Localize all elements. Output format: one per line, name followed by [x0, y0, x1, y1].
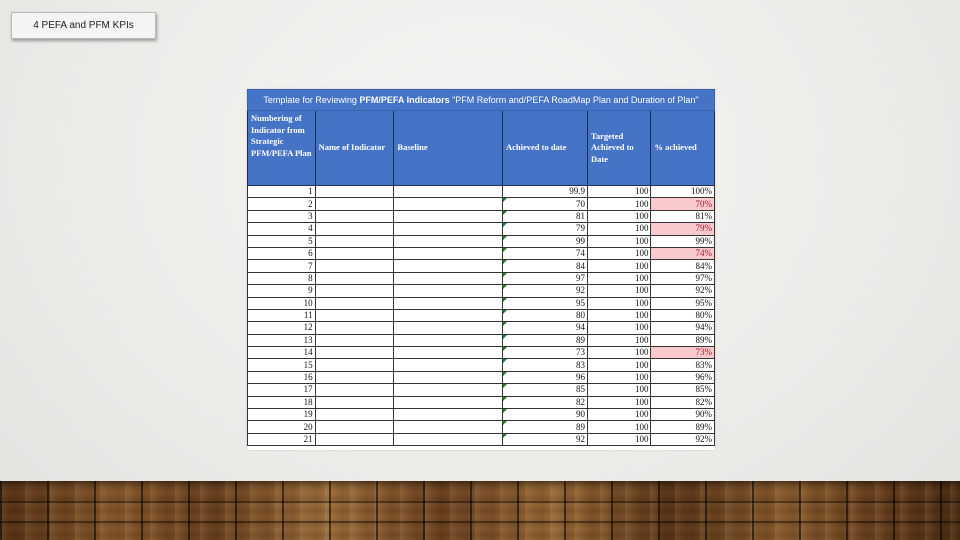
cell-baseline [394, 235, 503, 247]
cell-targeted-value: 100 [634, 434, 649, 444]
banner-suffix: "PFM Reform and/PEFA RoadMap Plan and Duration of Plan" [449, 95, 699, 105]
cell-percent-achieved [651, 433, 715, 445]
cell-percent-achieved-value: 89% [695, 421, 712, 432]
cell-percent-achieved-value: 92% [695, 285, 712, 296]
cell-indicator-name [315, 210, 394, 222]
cell-targeted [587, 421, 650, 433]
cell-baseline [394, 322, 503, 334]
cell-targeted-value: 100 [634, 198, 649, 209]
cell-achieved-to-date [502, 359, 587, 371]
table-row [248, 285, 715, 297]
cell-percent-achieved-value: 97% [695, 272, 712, 283]
cell-indicator-name [315, 433, 394, 445]
cell-indicator-number [248, 322, 316, 334]
cell-baseline [394, 309, 503, 321]
cell-targeted-value: 100 [634, 297, 649, 308]
cell-percent-achieved [651, 247, 715, 259]
cell-percent-achieved-value: 84% [695, 260, 712, 271]
header-achieved-to-date: Achieved to date [502, 111, 587, 186]
cell-indicator-number-value: 2 [308, 198, 313, 209]
table-row [248, 334, 715, 346]
cell-indicator-number-value: 9 [308, 285, 313, 296]
cell-achieved-to-date-value: 97 [575, 272, 585, 283]
number-as-text-flag-icon [503, 434, 507, 438]
cell-achieved-to-date [502, 421, 587, 433]
cell-percent-achieved [651, 272, 715, 284]
cell-achieved-to-date-value: 70 [575, 198, 585, 209]
table-body [248, 186, 715, 446]
cell-indicator-name [315, 186, 394, 198]
cell-achieved-to-date [502, 347, 587, 359]
cell-achieved-to-date-value: 82 [575, 396, 585, 407]
header-percent-achieved: % achieved [651, 111, 715, 186]
cell-indicator-number [248, 384, 316, 396]
cell-indicator-number-value: 7 [308, 260, 313, 271]
cell-percent-achieved-value: 80% [695, 310, 712, 321]
cell-indicator-number [248, 309, 316, 321]
table-row [248, 371, 715, 383]
cell-percent-achieved [651, 334, 715, 346]
cell-indicator-name [315, 371, 394, 383]
cell-percent-achieved [651, 347, 715, 359]
cell-targeted [587, 247, 650, 259]
cell-indicator-name [315, 384, 394, 396]
cell-baseline [394, 347, 503, 359]
cell-indicator-name [315, 223, 394, 235]
header-baseline: Baseline [394, 111, 503, 186]
cell-percent-achieved [651, 223, 715, 235]
cell-indicator-number-value: 8 [308, 272, 313, 283]
cell-percent-achieved-value: 85% [695, 384, 712, 395]
banner-prefix: Template for Reviewing [263, 95, 360, 105]
number-as-text-flag-icon [503, 335, 507, 339]
cell-achieved-to-date [502, 186, 587, 198]
cell-achieved-to-date [502, 223, 587, 235]
number-as-text-flag-icon [503, 236, 507, 240]
cell-percent-achieved [651, 409, 715, 421]
cell-indicator-number-value: 11 [303, 310, 313, 321]
cell-percent-achieved-value: 73% [695, 347, 712, 358]
cell-indicator-number [248, 223, 316, 235]
cell-targeted [587, 285, 650, 297]
cell-targeted-value: 100 [634, 334, 649, 345]
number-as-text-flag-icon [503, 248, 507, 252]
cell-percent-achieved-value: 74% [695, 248, 712, 259]
table-row [248, 272, 715, 284]
cell-targeted [587, 334, 650, 346]
cell-achieved-to-date [502, 309, 587, 321]
cell-percent-achieved [651, 421, 715, 433]
cell-achieved-to-date [502, 247, 587, 259]
table-row [248, 409, 715, 421]
cell-achieved-to-date [502, 210, 587, 222]
cell-targeted-value: 100 [634, 372, 649, 383]
cell-percent-achieved-value: 94% [695, 322, 712, 333]
cell-achieved-to-date [502, 260, 587, 272]
table-row [248, 235, 715, 247]
cell-baseline [394, 371, 503, 383]
cell-indicator-number-value: 17 [303, 384, 313, 395]
cell-indicator-name [315, 285, 394, 297]
cell-indicator-number [248, 272, 316, 284]
cell-indicator-number [248, 186, 316, 198]
table-row [248, 359, 715, 371]
cell-percent-achieved-value: 89% [695, 334, 712, 345]
cell-targeted-value: 100 [634, 384, 649, 395]
cell-achieved-to-date [502, 384, 587, 396]
cell-indicator-name [315, 309, 394, 321]
cell-indicator-number-value: 6 [308, 248, 313, 259]
cell-percent-achieved [651, 359, 715, 371]
cell-indicator-name [315, 322, 394, 334]
cell-achieved-to-date-value: 85 [575, 384, 585, 395]
cell-percent-achieved-value: 83% [695, 359, 712, 370]
cell-percent-achieved-value: 99% [695, 235, 712, 246]
cell-indicator-number-value: 14 [303, 347, 313, 358]
cell-indicator-number [248, 260, 316, 272]
number-as-text-flag-icon [503, 347, 507, 351]
cell-indicator-number [248, 198, 316, 210]
cell-targeted [587, 297, 650, 309]
cell-targeted [587, 186, 650, 198]
cell-targeted [587, 409, 650, 421]
header-numbering: Numbering of Indicator from Strategic PFM/PEFA Plan [248, 111, 316, 186]
table-row [248, 247, 715, 259]
number-as-text-flag-icon [503, 359, 507, 363]
cell-achieved-to-date-value: 92 [575, 285, 585, 296]
cell-indicator-number-value: 18 [303, 396, 313, 407]
table-row [248, 347, 715, 359]
cell-targeted [587, 260, 650, 272]
header-name-of-indicator: Name of Indicator [315, 111, 394, 186]
cell-targeted [587, 359, 650, 371]
number-as-text-flag-icon [503, 310, 507, 314]
cell-percent-achieved-value: 92% [695, 434, 712, 444]
cell-baseline [394, 210, 503, 222]
number-as-text-flag-icon [503, 211, 507, 215]
cell-baseline [394, 409, 503, 421]
cell-indicator-name [315, 347, 394, 359]
cell-percent-achieved-value: 90% [695, 409, 712, 420]
cell-achieved-to-date-value: 94 [575, 322, 585, 333]
table-row [248, 384, 715, 396]
cell-indicator-name [315, 421, 394, 433]
cell-indicator-number [248, 359, 316, 371]
cell-achieved-to-date-value: 79 [575, 223, 585, 234]
cell-targeted [587, 235, 650, 247]
plank-seam [0, 501, 960, 503]
cell-achieved-to-date-value: 83 [575, 359, 585, 370]
kpi-table [247, 89, 715, 446]
cell-baseline [394, 433, 503, 445]
cell-percent-achieved [651, 198, 715, 210]
cell-indicator-number-value: 13 [303, 334, 313, 345]
cell-targeted-value: 100 [634, 223, 649, 234]
table-row [248, 297, 715, 309]
number-as-text-flag-icon [503, 260, 507, 264]
cell-achieved-to-date-value: 90 [575, 409, 585, 420]
cell-achieved-to-date-value: 89 [575, 421, 585, 432]
cell-indicator-number-value: 1 [308, 186, 313, 197]
cell-baseline [394, 359, 503, 371]
cell-targeted-value: 100 [634, 248, 649, 259]
number-as-text-flag-icon [503, 273, 507, 277]
cell-achieved-to-date [502, 396, 587, 408]
plank-seam [0, 521, 960, 523]
cell-indicator-name [315, 247, 394, 259]
cell-percent-achieved [651, 210, 715, 222]
cell-indicator-name [315, 396, 394, 408]
cell-indicator-number-value: 3 [308, 210, 313, 221]
cell-indicator-number [248, 433, 316, 445]
number-as-text-flag-icon [503, 198, 507, 202]
cell-indicator-number-value: 4 [308, 223, 313, 234]
number-as-text-flag-icon [503, 409, 507, 413]
table-row [248, 186, 715, 198]
cell-achieved-to-date [502, 285, 587, 297]
cell-indicator-name [315, 272, 394, 284]
cell-targeted [587, 198, 650, 210]
cell-achieved-to-date [502, 322, 587, 334]
cell-baseline [394, 272, 503, 284]
cell-baseline [394, 223, 503, 235]
table-row [248, 210, 715, 222]
cell-achieved-to-date-value: 89 [575, 334, 585, 345]
cell-indicator-number-value: 12 [303, 322, 313, 333]
cell-percent-achieved [651, 384, 715, 396]
wooden-floor [0, 481, 960, 540]
number-as-text-flag-icon [503, 322, 507, 326]
cell-percent-achieved [651, 371, 715, 383]
cell-percent-achieved-value: 100% [691, 186, 712, 197]
cell-baseline [394, 297, 503, 309]
cell-indicator-number [248, 247, 316, 259]
cell-percent-achieved [651, 322, 715, 334]
cell-baseline [394, 260, 503, 272]
cell-targeted [587, 210, 650, 222]
cell-indicator-number-value: 19 [303, 409, 313, 420]
cell-indicator-name [315, 334, 394, 346]
cell-baseline [394, 186, 503, 198]
cell-percent-achieved [651, 186, 715, 198]
cell-achieved-to-date [502, 409, 587, 421]
cell-targeted-value: 100 [634, 409, 649, 420]
banner-bold: PFM/PEFA Indicators [359, 95, 450, 105]
cell-achieved-to-date [502, 433, 587, 445]
cell-baseline [394, 396, 503, 408]
cell-indicator-number [248, 409, 316, 421]
cell-achieved-to-date-value: 99.9 [569, 186, 585, 197]
cell-achieved-to-date-value: 99 [575, 235, 585, 246]
cell-targeted-value: 100 [634, 260, 649, 271]
table-banner [248, 90, 715, 111]
cell-baseline [394, 198, 503, 210]
cell-achieved-to-date [502, 198, 587, 210]
cell-indicator-number-value: 15 [303, 359, 313, 370]
cell-targeted [587, 223, 650, 235]
cell-targeted [587, 433, 650, 445]
table-row [248, 223, 715, 235]
cell-percent-achieved [651, 260, 715, 272]
table-row [248, 309, 715, 321]
cell-baseline [394, 334, 503, 346]
cell-targeted [587, 371, 650, 383]
cell-targeted-value: 100 [634, 359, 649, 370]
cell-percent-achieved [651, 309, 715, 321]
cell-percent-achieved-value: 70% [695, 198, 712, 209]
cell-percent-achieved-value: 96% [695, 372, 712, 383]
cell-achieved-to-date-value: 74 [575, 248, 585, 259]
cell-percent-achieved [651, 235, 715, 247]
cell-achieved-to-date-value: 81 [575, 210, 585, 221]
kpi-table-image [247, 89, 715, 450]
cell-indicator-number [248, 421, 316, 433]
table-row [248, 260, 715, 272]
cell-percent-achieved-value: 82% [695, 396, 712, 407]
slide-title: 4 PEFA and PFM KPIs [11, 12, 156, 39]
cell-indicator-number-value: 20 [303, 421, 313, 432]
cell-achieved-to-date-value: 84 [575, 260, 585, 271]
cell-baseline [394, 247, 503, 259]
cell-percent-achieved [651, 396, 715, 408]
cell-targeted-value: 100 [634, 272, 649, 283]
cell-achieved-to-date [502, 272, 587, 284]
cell-indicator-name [315, 260, 394, 272]
table-banner-row [248, 90, 715, 111]
cell-indicator-number-value: 5 [308, 235, 313, 246]
table-row [248, 198, 715, 210]
cell-baseline [394, 421, 503, 433]
cell-percent-achieved [651, 297, 715, 309]
cell-indicator-number [248, 285, 316, 297]
cell-indicator-number [248, 210, 316, 222]
cell-indicator-name [315, 297, 394, 309]
cell-indicator-number-value: 16 [303, 372, 313, 383]
cell-indicator-number [248, 297, 316, 309]
cell-targeted-value: 100 [634, 310, 649, 321]
cell-targeted-value: 100 [634, 322, 649, 333]
cell-baseline [394, 285, 503, 297]
cell-indicator-number-value: 10 [303, 297, 313, 308]
cell-indicator-number [248, 371, 316, 383]
cell-achieved-to-date [502, 235, 587, 247]
number-as-text-flag-icon [503, 285, 507, 289]
table-row [248, 421, 715, 433]
cell-indicator-number-value: 21 [303, 434, 313, 444]
cell-achieved-to-date-value: 73 [575, 347, 585, 358]
number-as-text-flag-icon [503, 384, 507, 388]
cell-percent-achieved [651, 285, 715, 297]
cell-percent-achieved-value: 95% [695, 297, 712, 308]
header-row [248, 111, 715, 186]
cell-percent-achieved-value: 79% [695, 223, 712, 234]
cell-indicator-name [315, 198, 394, 210]
cell-indicator-name [315, 409, 394, 421]
cell-targeted [587, 272, 650, 284]
cell-targeted-value: 100 [634, 421, 649, 432]
cell-targeted-value: 100 [634, 235, 649, 246]
cell-baseline [394, 384, 503, 396]
cell-achieved-to-date [502, 297, 587, 309]
cell-indicator-number [248, 396, 316, 408]
cell-indicator-number [248, 334, 316, 346]
cell-achieved-to-date-value: 92 [575, 434, 585, 444]
table-row [248, 322, 715, 334]
cell-indicator-name [315, 235, 394, 247]
number-as-text-flag-icon [503, 421, 507, 425]
number-as-text-flag-icon [503, 223, 507, 227]
table-row [248, 396, 715, 408]
cell-targeted [587, 309, 650, 321]
cell-targeted-value: 100 [634, 285, 649, 296]
number-as-text-flag-icon [503, 298, 507, 302]
cell-achieved-to-date-value: 95 [575, 297, 585, 308]
number-as-text-flag-icon [503, 372, 507, 376]
cell-indicator-name [315, 359, 394, 371]
cell-targeted [587, 396, 650, 408]
cell-targeted-value: 100 [634, 186, 649, 197]
number-as-text-flag-icon [503, 397, 507, 401]
cell-achieved-to-date-value: 80 [575, 310, 585, 321]
header-targeted-achieved: Targeted Achieved to Date [587, 111, 650, 186]
cell-targeted-value: 100 [634, 347, 649, 358]
cell-achieved-to-date [502, 371, 587, 383]
cell-indicator-number [248, 235, 316, 247]
cell-targeted [587, 384, 650, 396]
cell-achieved-to-date [502, 334, 587, 346]
cell-achieved-to-date-value: 96 [575, 372, 585, 383]
cell-targeted-value: 100 [634, 210, 649, 221]
cell-targeted [587, 322, 650, 334]
cell-percent-achieved-value: 81% [695, 210, 712, 221]
cell-targeted-value: 100 [634, 396, 649, 407]
table-row [248, 433, 715, 445]
cell-indicator-number [248, 347, 316, 359]
cell-targeted [587, 347, 650, 359]
